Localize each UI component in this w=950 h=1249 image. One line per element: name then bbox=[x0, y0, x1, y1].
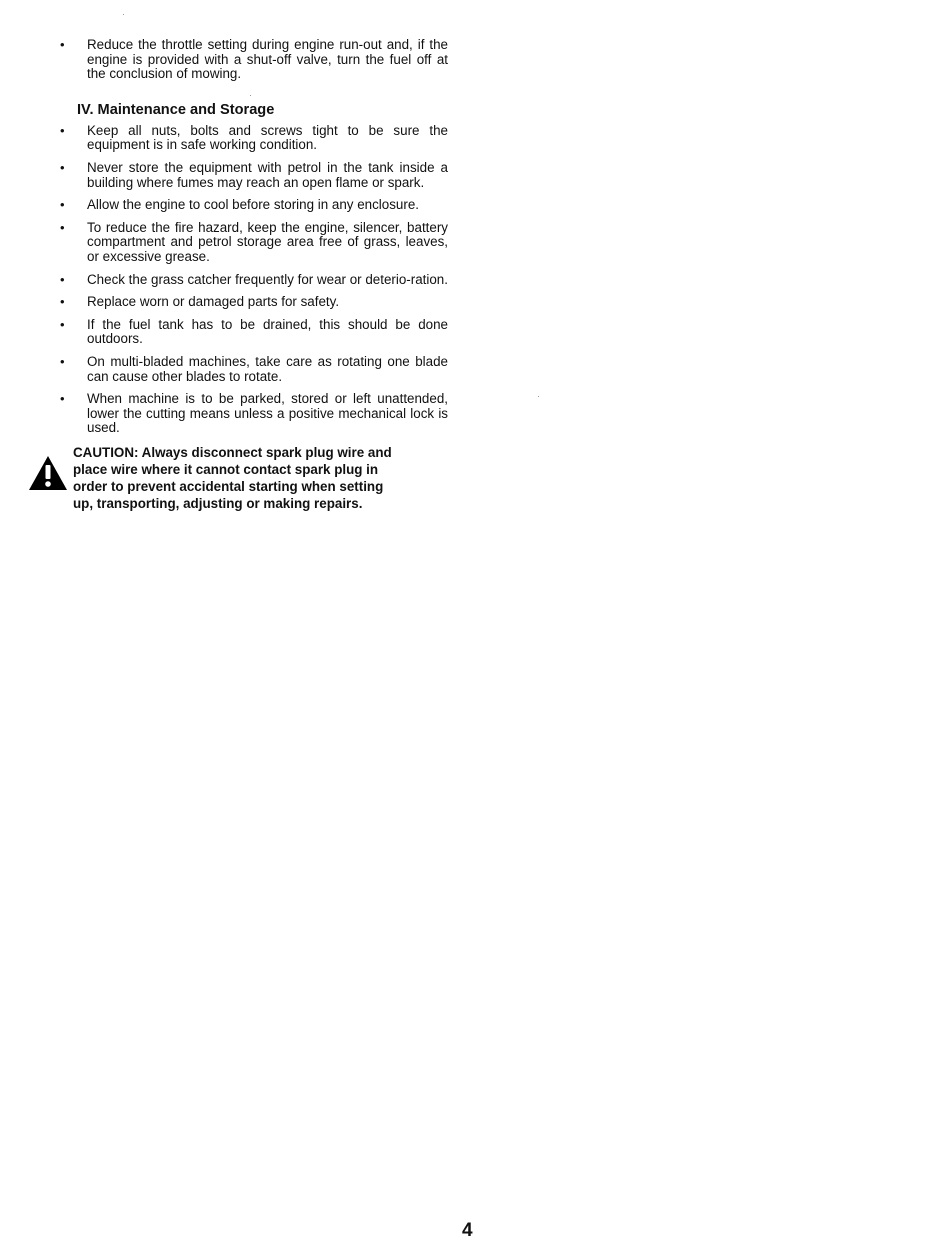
bullet-text: Check the grass catcher frequently for wear or deterio-ration. bbox=[87, 271, 448, 287]
document-column bbox=[60, 38, 448, 512]
bullet-icon: • bbox=[60, 197, 65, 213]
list-item bbox=[60, 318, 448, 347]
caution-block bbox=[60, 444, 433, 512]
bullet-icon: • bbox=[60, 219, 65, 235]
list-item bbox=[60, 124, 448, 153]
bullet-icon: • bbox=[60, 122, 65, 138]
bullet-icon: • bbox=[60, 271, 65, 287]
scan-speck bbox=[250, 95, 251, 96]
list-item bbox=[60, 392, 448, 436]
list-item bbox=[60, 295, 448, 310]
bullet-text: On multi-bladed machines, take care as rotating one blade can cause other blades to rotate. bbox=[87, 353, 448, 384]
bullet-text: Never store the equipment with petrol in the tank inside a building where fumes may reach an open flame or spark. bbox=[87, 159, 448, 190]
caution-line: order to prevent accidental starting when setting bbox=[73, 478, 384, 494]
list-item bbox=[60, 161, 448, 190]
bullet-icon: • bbox=[60, 294, 65, 310]
scan-speck bbox=[123, 14, 124, 15]
bullet-text: Reduce the throttle setting during engine run-out and, if the engine is provided with a shut-off valve, turn the fuel off at the conclusion of mowing. bbox=[87, 37, 448, 82]
list-item bbox=[60, 273, 448, 288]
page-number: 4 bbox=[462, 1220, 473, 1241]
list-item bbox=[60, 38, 448, 82]
bullet-icon: • bbox=[60, 391, 65, 407]
bullet-icon: • bbox=[60, 159, 65, 175]
bullet-text: Keep all nuts, bolts and screws tight to be sure the equipment is in safe working condition. bbox=[87, 122, 448, 153]
bullet-icon: • bbox=[60, 316, 65, 332]
list-item bbox=[60, 221, 448, 265]
section-title: IV. Maintenance and Storage bbox=[77, 101, 275, 118]
bullet-text: Allow the engine to cool before storing in any enclosure. bbox=[87, 197, 419, 213]
caution-line: up, transporting, adjusting or making repairs. bbox=[73, 495, 363, 511]
warning-triangle-icon bbox=[27, 454, 69, 492]
bullet-icon: • bbox=[60, 37, 65, 52]
scan-speck bbox=[538, 396, 539, 397]
caution-line: place wire where it cannot contact spark plug in bbox=[73, 461, 379, 477]
caution-line: CAUTION: Always disconnect spark plug wire and bbox=[73, 444, 392, 460]
list-item bbox=[60, 355, 448, 384]
bullet-text: To reduce the fire hazard, keep the engine, silencer, battery compartment and petrol storage area free of grass, leaves, or excessive grease. bbox=[87, 219, 448, 264]
bullet-text: If the fuel tank has to be drained, this should be done outdoors. bbox=[87, 316, 448, 347]
bullet-text: When machine is to be parked, stored or left unattended, lower the cutting means unless a positive mechanical lock is used. bbox=[87, 391, 448, 436]
bullet-icon: • bbox=[60, 353, 65, 369]
list-item bbox=[60, 198, 448, 213]
bullet-text: Replace worn or damaged parts for safety. bbox=[87, 294, 340, 310]
